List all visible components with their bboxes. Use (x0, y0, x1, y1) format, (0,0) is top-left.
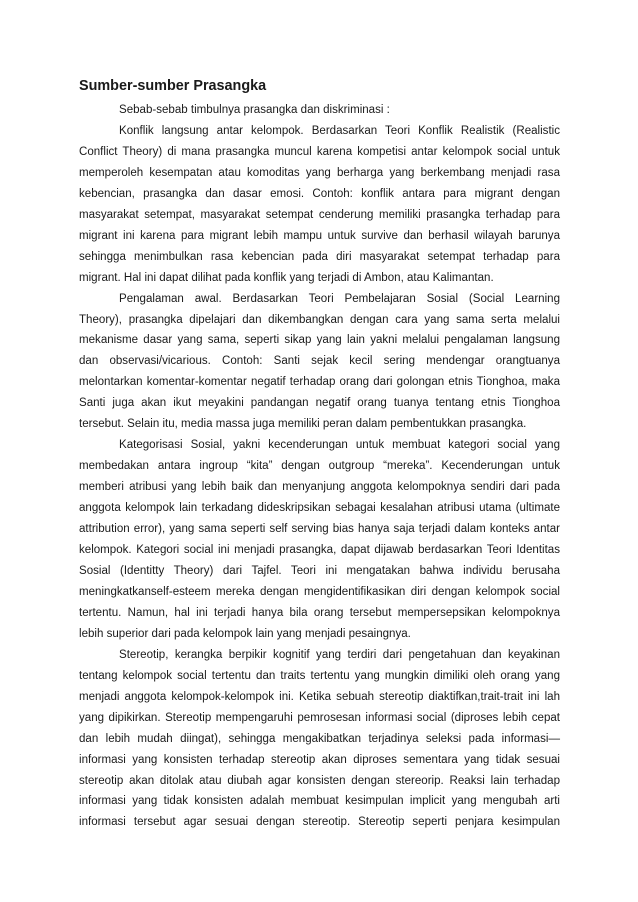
section-title: Sumber-sumber Prasangka (79, 78, 267, 94)
text-line: Stereotip, kerangka berpikir kognitif yang terdiri dari pengetahuan dan keyakinan (119, 648, 560, 661)
text-line: Conflict Theory) di mana prasangka muncul karena kompetisi antar kelompok social untuk (79, 145, 560, 158)
text-line: mekanisme dasar yang sama, seperti sikap yang lain yakni melalui pengalaman langsung (79, 334, 560, 347)
text-line: attribution error), yang sama seperti self serving bias hanya saja terjadi dalam konteks antar (79, 523, 560, 536)
text-line: dan lebih mudah diingat), sehingga mengakibatkan terjadinya seleksi pada informasi— (79, 732, 560, 745)
text-line: tersebut. Selain itu, media massa juga memiliki peran dalam pembentukkan prasangka. (79, 418, 527, 431)
paragraph (79, 289, 560, 436)
text-line: memberi atribusi yang lebih baik dan menyanjung anggota kelompoknya sendiri dari pada (79, 481, 560, 494)
text-line: Konflik langsung antar kelompok. Berdasarkan Teori Konflik Realistik (Realistic (119, 124, 560, 137)
text-line: menjadi anggota kelompok-kelompok ini. Ketika sebuah stereotip diaktifkan,trait-trait ini lah (79, 690, 560, 703)
text-line: kebencian, prasangka dan dasar emosi. Contoh: konflik antara para migrant dengan (79, 187, 560, 200)
paragraph (79, 100, 560, 121)
text-line: tentang kelompok social tertentu dan traits tertentu yang mungkin dimiliki oleh orang yang (79, 669, 560, 682)
text-line: kelompok. Kategori social ini menjadi prasangka, dapat dijawab berdasarkan Teori Identitas (79, 544, 560, 557)
text-line: Pengalaman awal. Berdasarkan Teori Pembelajaran Sosial (Social Learning (119, 292, 560, 305)
text-line: Theory), prasangka dipelajari dan dikembangkan dengan cara yang sama serta melalui (79, 313, 560, 326)
text-line: memperoleh kesempatan atau komoditas yang berharga yang berkembang menjadi rasa (79, 166, 560, 179)
text-line: melontarkan komentar-komentar negatif terhadap orang dari golongan etnis Tionghoa, maka (79, 376, 560, 389)
text-line: Sebab-sebab timbulnya prasangka dan diskriminasi : (119, 104, 390, 116)
document-body (79, 100, 560, 833)
text-line: tertentu. Namun, hal ini terjadi hanya bila orang tersebut mempersepsikan kelompoknya (79, 606, 560, 619)
text-line: Kategorisasi Sosial, yakni kecenderungan untuk membuat kategori social yang (119, 439, 560, 452)
text-line: Sosial (Identitty Theory) dari Tajfel. Teori ini mengatakan bahwa individu berusaha (79, 564, 560, 577)
text-line: migrant ini karena para migrant lebih mampu untuk survive dan berhasil wilayah barunya (79, 229, 560, 242)
text-line: membedakan antara ingroup “kita” dengan outgroup “mereka”. Kecenderungan untuk (79, 460, 560, 473)
text-line: anggota kelompok lain terkadang dideskripsikan sebagai kesalahan atribusi utama (ultimate (79, 502, 560, 515)
text-line: sehingga menimbulkan rasa kebencian pada diri masyarakat setempat terhadap para (79, 250, 560, 263)
text-line: stereotip akan ditolak atau diubah agar konsisten dengan stereorip. Reaksi lain terhadap (79, 774, 560, 787)
text-line: informasi yang konsisten terhadap stereotip akan diproses sementara yang tidak sesuai (79, 753, 560, 766)
paragraph (79, 435, 560, 645)
paragraph (79, 121, 560, 289)
paragraph (79, 645, 560, 834)
text-line: dan observasi/vicarious. Contoh: Santi sejak kecil sering mendengar orangtuanya (79, 355, 560, 368)
text-line: meningkatkanself-esteem mereka dengan mengidentifikasikan diri dengan kelompok social (79, 585, 560, 598)
text-line: masyarakat setempat, masyarakat setempat cenderung memiliki prasangka terhadap para (79, 208, 560, 221)
text-line: lebih superior dari pada kelompok lain yang menjadi pesaingnya. (79, 627, 411, 640)
text-line: migrant. Hal ini dapat dilihat pada konflik yang terjadi di Ambon, atau Kalimantan. (79, 271, 494, 284)
text-line: yang dipikirkan. Stereotip mempengaruhi pemrosesan informasi social (diproses lebih cepat (79, 711, 560, 724)
text-line: Santi juga akan ikut meyakini pandangan negatif orang tuanya tentang etnis Tionghoa (79, 397, 560, 410)
text-line: informasi tersebut agar sesuai dengan stereotip. Stereotip seperti penjara kesimpulan (79, 816, 560, 829)
text-line: informasi yang tidak konsisten adalah membuat kesimpulan implicit yang mengubah arti (79, 795, 560, 808)
